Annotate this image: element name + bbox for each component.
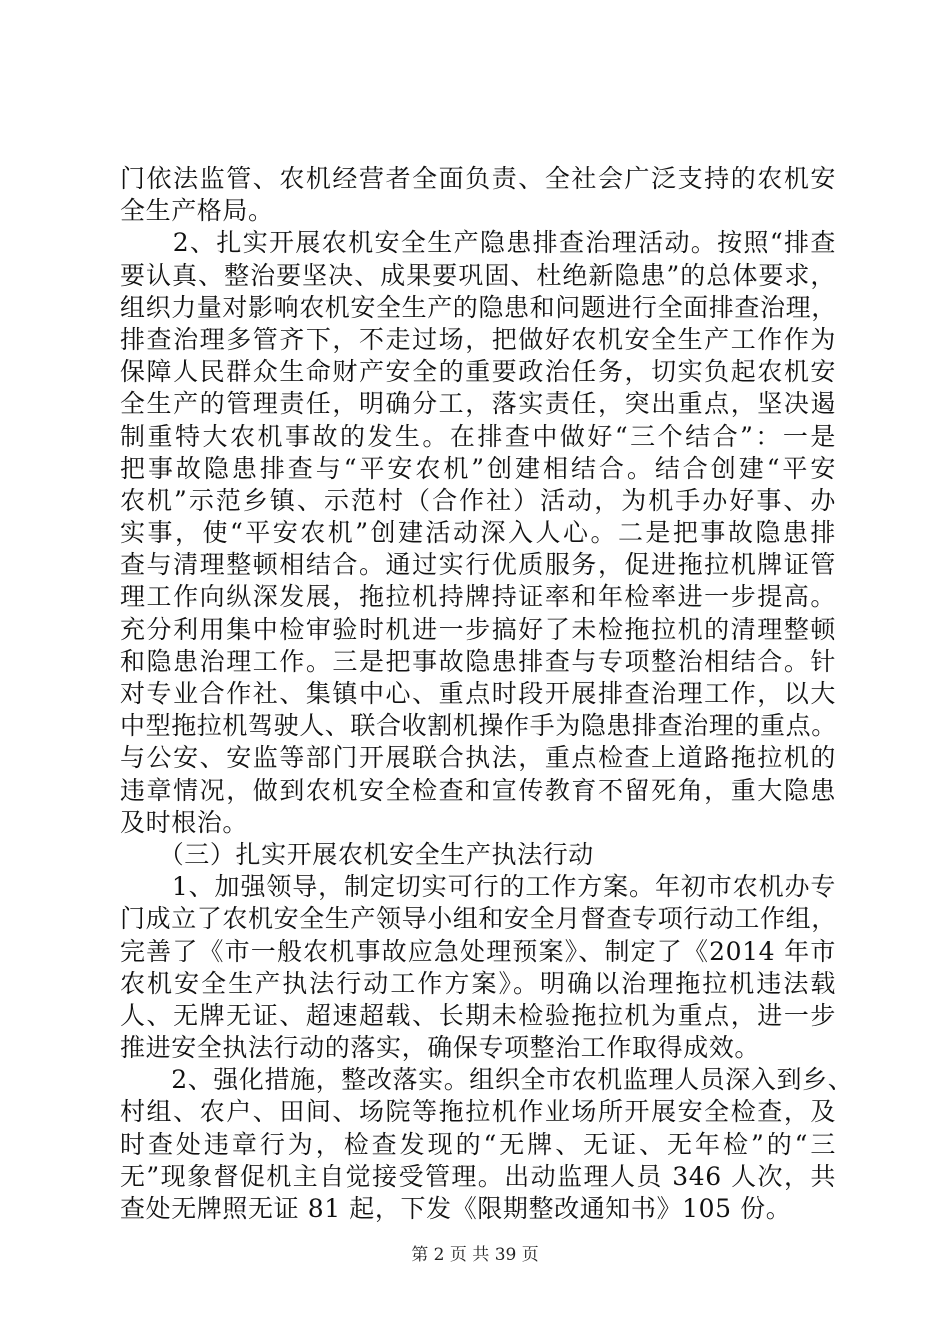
text-line: （三）扎实开展农机安全生产执法行动 [120,839,594,869]
text-line: 组织力量对影响农机安全生产的隐患和问题进行全面排查治理， [120,292,837,322]
text-line: 查与清理整顿相结合。通过实行优质服务，促进拖拉机牌证管 [120,550,836,580]
text-line: 门成立了农机安全生产领导小组和安全月督查专项行动工作组， [120,904,837,934]
text-line: 查处无牌照无证 81 起，下发《限期整改通知书》105 份。 [120,1194,792,1223]
text-line: 理工作向纵深发展，拖拉机持牌持证率和年检率进一步提高。 [120,582,836,612]
text-line: 制重特大农机事故的发生。在排查中做好“三个结合”：一是 [120,421,836,451]
text-line: 无”现象督促机主自觉接受管理。出动监理人员 346 人次，共 [120,1161,836,1191]
text-line: 与公安、安监等部门开展联合执法，重点检查上道路拖拉机的 [120,743,836,773]
text-line: 时查处违章行为，检查发现的“无牌、无证、无年检”的“三 [120,1129,836,1159]
page-footer: 第 2 页 共 39 页 [411,1245,539,1265]
text-line: 违章情况，做到农机安全检查和宣传教育不留死角，重大隐患 [120,775,836,805]
text-line: 充分利用集中检审验时机进一步搞好了未检拖拉机的清理整顿 [120,614,836,644]
text-line: 完善了《市一般农机事故应急处理预案》、制定了《2014 年市 [120,936,836,966]
text-line: 排查治理多管齐下，不走过场，把做好农机安全生产工作作为 [120,324,836,354]
text-line: 农机”示范乡镇、示范村（合作社）活动，为机手办好事、办 [120,485,836,515]
text-line: 实事，使“平安农机”创建活动深入人心。二是把事故隐患排 [120,518,836,548]
document-body [120,163,854,1225]
text-line: 人、无牌无证、超速超载、长期未检验拖拉机为重点，进一步 [120,1000,836,1030]
text-line: 把事故隐患排查与“平安农机”创建相结合。结合创建“平安 [120,453,836,483]
text-line: 保障人民群众生命财产安全的重要政治任务，切实负起农机安 [120,357,836,387]
text-line: 农机安全生产执法行动工作方案》。明确以治理拖拉机违法载 [120,968,836,998]
text-line: 要认真、整治要坚决、成果要巩固、杜绝新隐患”的总体要求， [120,260,836,290]
text-line: 全生产的管理责任，明确分工，落实责任，突出重点，坚决遏 [120,389,836,419]
text-line: 中型拖拉机驾驶人、联合收割机操作手为隐患排查治理的重点。 [120,711,837,741]
text-line: 门依法监管、农机经营者全面负责、全社会广泛支持的农机安 [120,164,836,193]
text-line: 2、强化措施，整改落实。组织全市农机监理人员深入到乡、 [120,1065,854,1095]
text-line: 村组、农户、田间、场院等拖拉机作业场所开展安全检查，及 [120,1097,836,1127]
text-line: 2、扎实开展农机安全生产隐患排查治理活动。按照“排查 [120,228,836,258]
text-line: 全生产格局。 [120,196,274,226]
text-line: 及时根治。 [120,807,249,837]
text-line: 1、加强领导，制定切实可行的工作方案。年初市农机办专 [120,872,836,902]
text-line: 对专业合作社、集镇中心、重点时段开展排查治理工作，以大 [120,679,836,708]
text-line: 推进安全执法行动的落实，确保专项整治工作取得成效。 [120,1033,761,1063]
text-line: 和隐患治理工作。三是把事故隐患排查与专项整治相结合。针 [120,646,836,676]
